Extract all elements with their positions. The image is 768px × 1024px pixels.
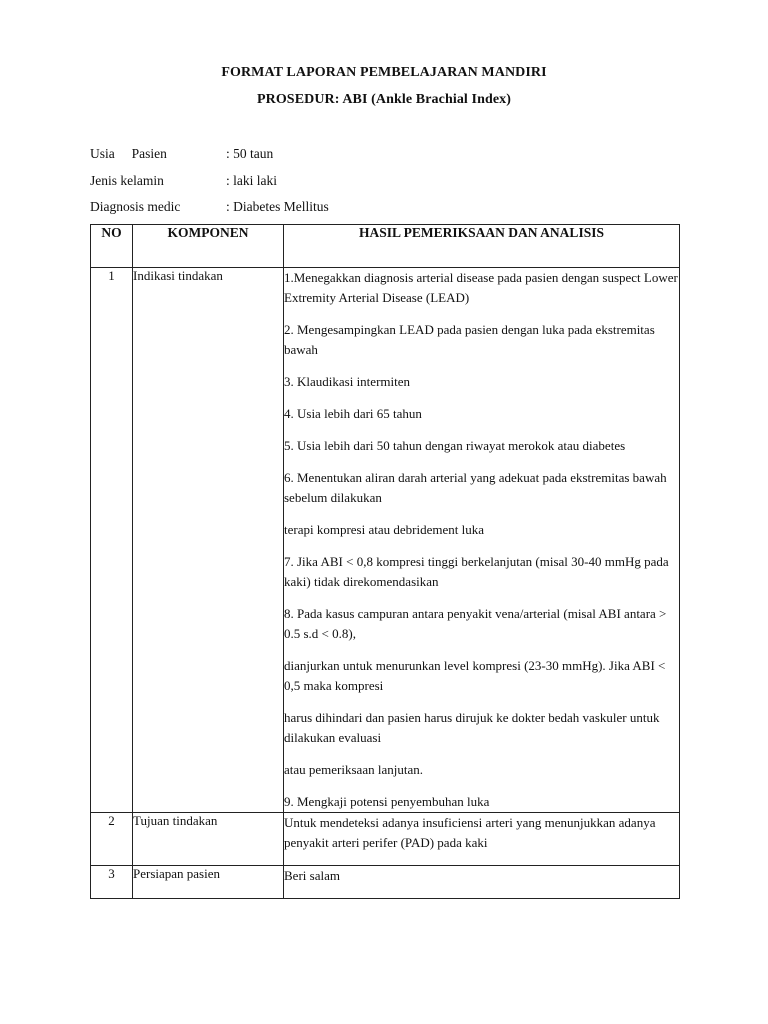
info-label: Diagnosis medic <box>90 199 181 214</box>
result-paragraph: harus dihindari dan pasien harus dirujuk ke dokter bedah vaskuler untuk dilakukan evaluasi <box>284 710 660 745</box>
row-component: Indikasi tindakan <box>133 268 284 813</box>
document-title: FORMAT LAPORAN PEMBELAJARAN MANDIRI <box>221 65 547 80</box>
table-row <box>91 268 680 813</box>
result-paragraph: 8. Pada kasus campuran antara penyakit vena/arterial (misal ABI antara > 0.5 s.d < 0.8), <box>284 606 667 641</box>
row-number: 2 <box>91 813 133 866</box>
row-number: 1 <box>91 268 133 813</box>
result-paragraph: 9. Mengkaji potensi penyembuhan luka <box>284 794 490 809</box>
info-label: Usia Pasien <box>90 146 167 161</box>
row-result <box>284 813 680 866</box>
result-paragraph: Untuk mendeteksi adanya insuficiensi arteri yang menunjukkan adanya penyakit arteri perifer (PAD) pada kaki <box>284 815 656 850</box>
result-paragraph: terapi kompresi atau debridement luka <box>284 522 484 537</box>
row-component: Persiapan pasien <box>133 866 284 899</box>
result-paragraph: 5. Usia lebih dari 50 tahun dengan riwayat merokok atau diabetes <box>284 438 626 453</box>
info-value: : laki laki <box>226 173 277 188</box>
column-header-hasil: HASIL PEMERIKSAAN DAN ANALISIS <box>284 225 680 268</box>
column-header-komponen: KOMPONEN <box>133 225 284 268</box>
procedure-title: PROSEDUR: ABI (Ankle Brachial Index) <box>256 92 512 107</box>
result-paragraph: 2. Mengesampingkan LEAD pada pasien dengan luka pada ekstremitas bawah <box>284 322 655 357</box>
table-header-row <box>91 225 680 268</box>
result-paragraph: Beri salam <box>284 868 340 883</box>
row-component: Tujuan tindakan <box>133 813 284 866</box>
row-result <box>284 866 680 899</box>
procedure-table <box>90 224 680 899</box>
result-paragraph: 7. Jika ABI < 0,8 kompresi tinggi berkelanjutan (misal 30-40 mmHg pada kaki) tidak direkomendasikan <box>284 554 669 589</box>
result-paragraph: 4. Usia lebih dari 65 tahun <box>284 406 422 421</box>
result-paragraph: 6. Menentukan aliran darah arterial yang adekuat pada ekstremitas bawah sebelum dilakukan <box>284 470 667 505</box>
result-paragraph: atau pemeriksaan lanjutan. <box>284 762 423 777</box>
row-result <box>284 268 680 813</box>
info-label: Jenis kelamin <box>90 173 164 188</box>
result-paragraph: 1.Menegakkan diagnosis arterial disease pada pasien dengan suspect Lower Extremity Arterial Disease (LEAD) <box>284 270 678 305</box>
row-number: 3 <box>91 866 133 899</box>
result-paragraph: 3. Klaudikasi intermiten <box>284 374 411 389</box>
info-value: : 50 taun <box>226 146 274 161</box>
table-row <box>91 866 680 899</box>
info-value: : Diabetes Mellitus <box>226 199 329 214</box>
column-header-no: NO <box>91 225 133 268</box>
table-row <box>91 813 680 866</box>
result-paragraph: dianjurkan untuk menurunkan level kompresi (23-30 mmHg). Jika ABI < 0,5 maka kompresi <box>284 658 666 693</box>
